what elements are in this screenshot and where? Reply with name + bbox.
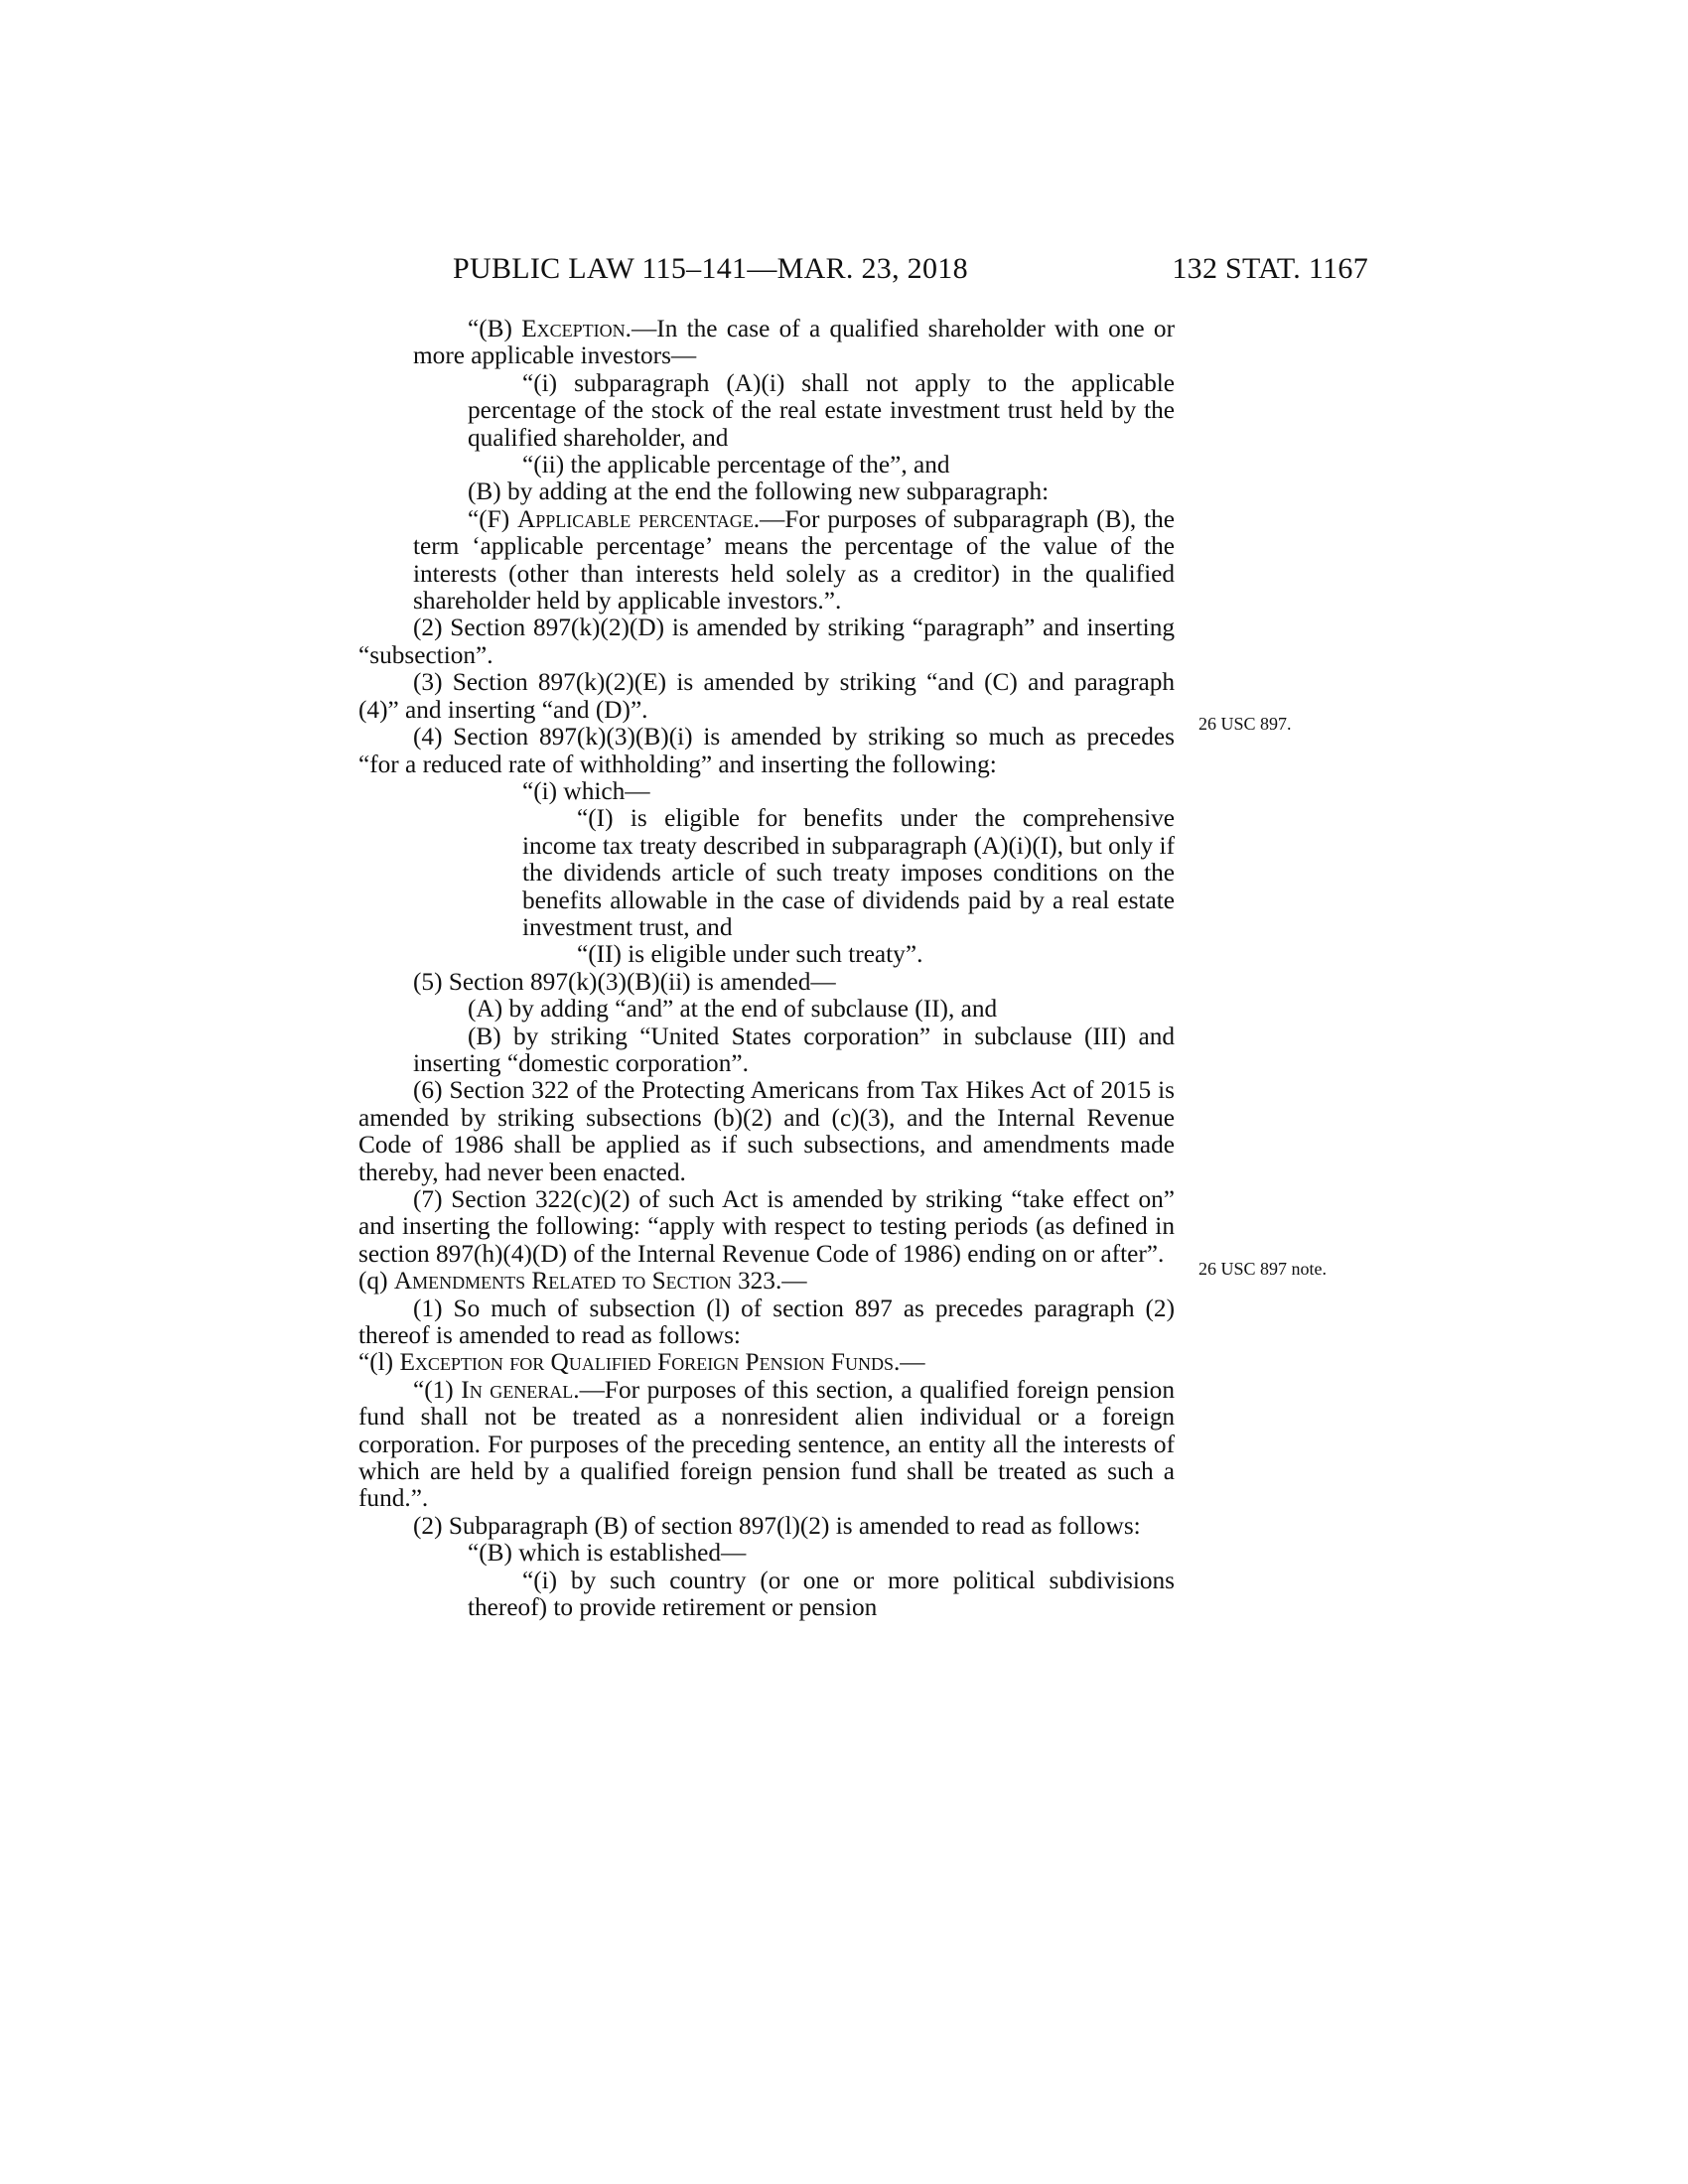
paragraph-l1: “(1) In general.—For purposes of this section, a qualified foreign pension fund shall not be treated as a nonresident alien individual or a foreign corporation. For purposes of the preceding sentence, an entity all the interests of which are held by a qualified foreign pension fund shall be treated as such a fund.”. <box>358 1375 1175 1513</box>
paragraph-3: (3) Section 897(k)(2)(E) is amended by striking “and (C) and paragraph (4)” and inserting “and (D)”. <box>358 668 1175 724</box>
clause-b-ii: “(ii) the applicable percentage of the”, and <box>522 451 950 479</box>
paragraph-q2: (2) Subparagraph (B) of section 897(l)(2) is amended to read as follows: <box>413 1511 1141 1540</box>
margin-note-usc-897: 26 USC 897. <box>1198 714 1292 734</box>
subclause-4-II: “(II) is eligible under such treaty”. <box>577 940 923 969</box>
heading-qualified-foreign-pension-funds: Exception for Qualified Foreign Pension Funds <box>399 1348 894 1377</box>
paragraph-4: (4) Section 897(k)(3)(B)(i) is amended by striking so much as precedes “for a reduced rate of withholding” and inserting the following: <box>358 723 1175 778</box>
paragraph-b-adding: (B) by adding at the end the following new subparagraph: <box>468 478 1050 506</box>
paragraph-6: (6) Section 322 of the Protecting Americans from Tax Hikes Act of 2015 is amended by striking subsections (b)(2) and (c)(3), and the Internal Revenue Code of 1986 shall be applied as if such subsections, and amendments made thereby, had never been enacted. <box>358 1076 1175 1186</box>
clause-4-i: “(i) which— <box>522 776 650 805</box>
header-statute-page: 132 STAT. 1167 <box>1172 252 1368 285</box>
paragraph-q1: (1) So much of subsection (l) of section 897 as precedes paragraph (2) thereof is amended to read as follows: <box>358 1294 1175 1350</box>
subparagraph-5-B: (B) by striking “United States corporation” in subclause (III) and inserting “domestic corporation”. <box>413 1022 1175 1077</box>
subparagraph-q2-B: “(B) which is established— <box>468 1539 747 1568</box>
paragraph-f-applicable-percentage: “(F) Applicable percentage.—For purposes of subparagraph (B), the term ‘applicable percentage’ means the percentage of the value of the interests (other than interests held solely as a creditor) in the qualified shareholder held by applicable investors.”. <box>413 504 1175 615</box>
paragraph-2: (2) Section 897(k)(2)(D) is amended by striking “paragraph” and inserting “subsection”. <box>358 614 1175 669</box>
paragraph-7: (7) Section 322(c)(2) of such Act is amended by striking “take effect on” and inserting the following: “apply with respect to testing periods (as defined in section 897(h)(4)(D) of the Internal Revenue Code of 1986) ending on or after”. <box>358 1185 1175 1268</box>
clause-b-i: “(i) subparagraph (A)(i) shall not apply to the applicable percentage of the stock of the real estate investment trust held by the qualified shareholder, and <box>468 368 1175 452</box>
subsection-q: (q) Amendments Related to Section 323.— <box>358 1267 807 1296</box>
heading-exception: Exception <box>521 315 626 342</box>
paragraph-5: (5) Section 897(k)(3)(B)(ii) is amended— <box>413 967 836 996</box>
header-law-citation: PUBLIC LAW 115–141—MAR. 23, 2018 <box>453 252 968 285</box>
heading-in-general: In general <box>461 1375 574 1404</box>
heading-section-323: Amendments Related to Section 323 <box>393 1267 775 1296</box>
subsection-l: “(l) Exception for Qualified Foreign Pension Funds.— <box>358 1348 925 1377</box>
subparagraph-5-A: (A) by adding “and” at the end of subclause (II), and <box>468 995 998 1024</box>
statute-body <box>358 316 1175 1622</box>
subclause-4-I: “(I) is eligible for benefits under the comprehensive income tax treaty described in subparagraph (A)(i)(I), but only if the dividends article of such treaty imposes conditions on the benefits allowable in the case of dividends paid by a real estate investment trust, and <box>522 804 1175 941</box>
margin-note-usc-897-note: 26 USC 897 note. <box>1198 1259 1328 1279</box>
clause-q2-i: “(i) by such country (or one or more political subdivisions thereof) to provide retirement or pension <box>468 1566 1175 1622</box>
running-header <box>453 248 1368 290</box>
heading-applicable-percentage: Applicable percentage <box>517 504 754 533</box>
paragraph-b-exception: “(B) Exception.—In the case of a qualified shareholder with one or more applicable investors— <box>413 315 1175 370</box>
